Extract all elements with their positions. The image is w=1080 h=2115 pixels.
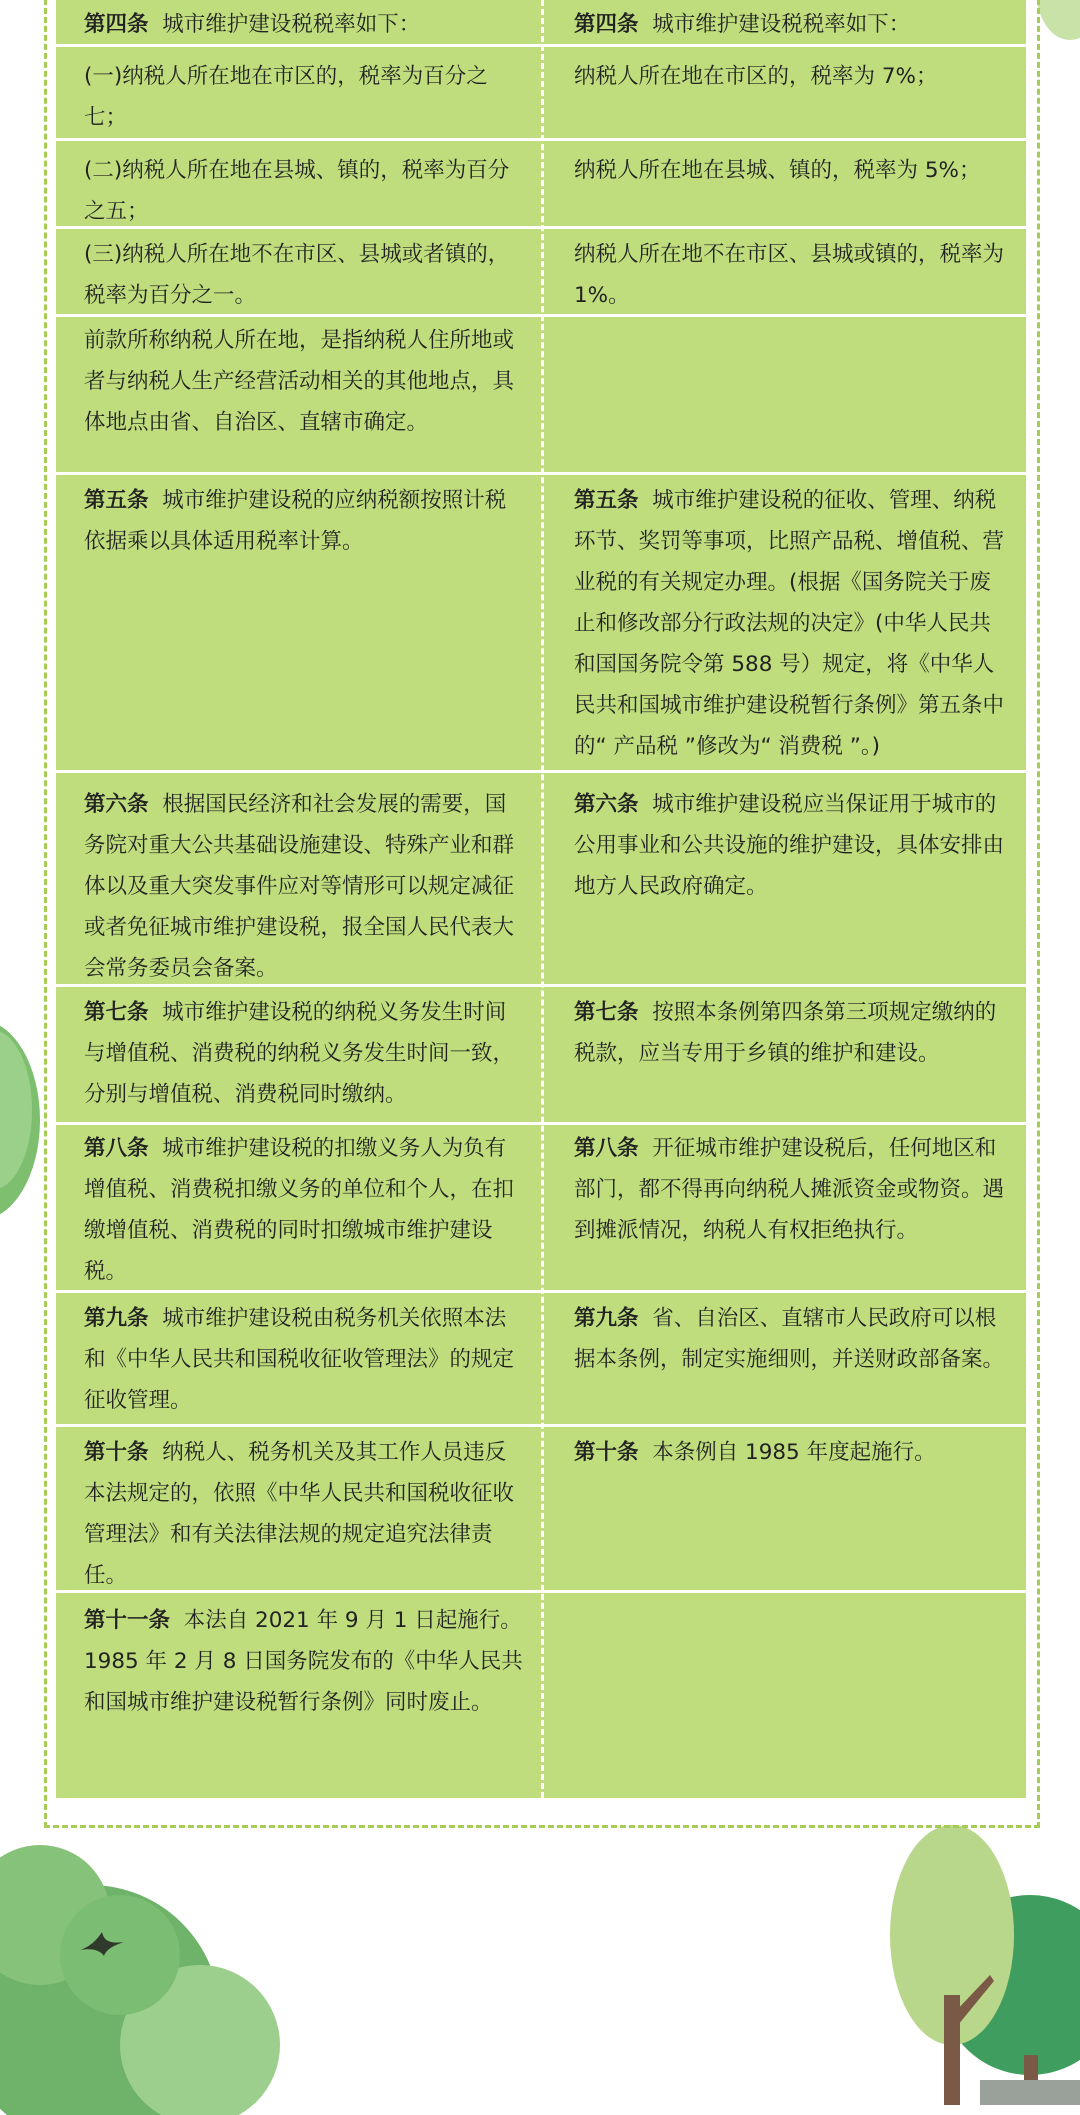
table-cell-new-law	[56, 150, 541, 232]
table-cell-new-law	[56, 320, 541, 443]
article-text: 城市维护建设税应当保证用于城市的公用事业和公共设施的维护建设，具体安排由地方人民政府确定。	[574, 792, 1005, 899]
article-number: 第七条	[574, 1000, 639, 1025]
table-cell-old-regulation	[544, 234, 1026, 316]
row-separator	[56, 138, 1026, 141]
table-cell-old-regulation	[544, 1128, 1026, 1251]
row-separator	[56, 1424, 1026, 1427]
article-text: 城市维护建设税税率如下：	[162, 12, 421, 37]
article-number: 第五条	[84, 488, 149, 513]
article-text: 纳税人所在地在市区的，税率为 7%；	[574, 64, 938, 89]
article-text: 本条例自 1985 年度起施行。	[652, 1440, 936, 1465]
trees-decoration-bottom-right-icon	[860, 1825, 1080, 2105]
table-cell-old-regulation	[544, 4, 1026, 45]
table-cell-old-regulation	[544, 150, 1026, 191]
article-number: 第六条	[574, 792, 639, 817]
article-text: 根据国民经济和社会发展的需要，国务院对重大公共基础设施建设、特殊产业和群体以及重大突发事件应对等情形可以规定减征或者免征城市维护建设税，报全国人民代表大会常务委员会备案。	[84, 792, 515, 981]
table-cell-new-law	[56, 480, 541, 562]
article-text: 城市维护建设税的纳税义务发生时间与增值税、消费税的纳税义务发生时间一致，分别与增值税、消费税同时缴纳。	[84, 1000, 515, 1107]
article-text: 开征城市维护建设税后，任何地区和部门，都不得再向纳税人摊派资金或物资。遇到摊派情况，纳税人有权拒绝执行。	[574, 1136, 1005, 1243]
article-number: 第十条	[84, 1440, 149, 1465]
table-cell-old-regulation	[544, 1298, 1026, 1380]
table-cell-old-regulation	[544, 784, 1026, 907]
article-text: 城市维护建设税的应纳税额按照计税依据乘以具体适用税率计算。	[84, 488, 507, 554]
bush-decoration-bottom-left-icon	[0, 1835, 310, 2115]
table-cell-new-law	[56, 234, 541, 316]
table-cell-old-regulation	[544, 1432, 1026, 1473]
article-text: (三)纳税人所在地不在市区、县城或者镇的，税率为百分之一。	[84, 242, 510, 308]
row-separator	[56, 770, 1026, 773]
article-number: 第九条	[574, 1306, 639, 1331]
article-text: (二)纳税人所在地在县城、镇的，税率为百分之五；	[84, 158, 510, 224]
table-cell-old-regulation	[544, 480, 1026, 767]
comparison-table	[56, 0, 1026, 1798]
tree-decoration-left-middle-icon	[0, 1010, 50, 1230]
table-cell-new-law	[56, 1128, 541, 1292]
table-cell-new-law	[56, 56, 541, 138]
article-number: 第八条	[574, 1136, 639, 1161]
swallow-bird-icon	[78, 1928, 126, 1958]
row-separator	[56, 472, 1026, 475]
article-text: 省、自治区、直辖市人民政府可以根据本条例，制定实施细则，并送财政部备案。	[574, 1306, 1005, 1372]
table-cell-new-law	[56, 784, 541, 989]
article-text: 城市维护建设税税率如下：	[652, 12, 911, 37]
table-cell-new-law	[56, 1298, 541, 1421]
article-text: 城市维护建设税的征收、管理、纳税环节、奖罚等事项，比照产品税、增值税、营业税的有关规定办理。(根据《国务院关于废止和修改部分行政法规的决定》(中华人民共和国国务院令第 588 号）规定，将《中华人民共和国城市维护建设税暂行条例》第五条中的“ 产品税 ”修改为“ 消费税 ”。)	[574, 488, 1005, 759]
article-number: 第九条	[84, 1306, 149, 1331]
article-text: 纳税人、税务机关及其工作人员违反本法规定的，依照《中华人民共和国税收征收管理法》和有关法律法规的规定追究法律责任。	[84, 1440, 515, 1588]
article-number: 第四条	[574, 12, 639, 37]
article-number: 第五条	[574, 488, 639, 513]
table-cell-new-law	[56, 1600, 541, 1723]
row-separator	[56, 1122, 1026, 1125]
table-cell-new-law	[56, 4, 541, 45]
article-number: 第四条	[84, 12, 149, 37]
article-text: 按照本条例第四条第三项规定缴纳的税款，应当专用于乡镇的维护和建设。	[574, 1000, 997, 1066]
article-text: 纳税人所在地在县城、镇的，税率为 5%；	[574, 158, 981, 183]
article-number: 第六条	[84, 792, 149, 817]
table-cell-old-regulation	[544, 56, 1026, 97]
article-text: 纳税人所在地不在市区、县城或镇的，税率为 1%。	[574, 242, 1005, 308]
table-cell-old-regulation	[544, 992, 1026, 1074]
article-text: 本法自 2021 年 9 月 1 日起施行。1985 年 2 月 8 日国务院发布的《中华人民共和国城市维护建设税暂行条例》同时废止。	[84, 1608, 523, 1715]
article-number: 第八条	[84, 1136, 149, 1161]
article-number: 第七条	[84, 1000, 149, 1025]
article-text: 城市维护建设税由税务机关依照本法和《中华人民共和国税收征收管理法》的规定征收管理。	[84, 1306, 515, 1413]
table-cell-new-law	[56, 992, 541, 1115]
article-number: 第十一条	[84, 1608, 171, 1633]
article-number: 第十条	[574, 1440, 639, 1465]
article-text: 城市维护建设税的扣缴义务人为负有增值税、消费税扣缴义务的单位和个人，在扣缴增值税、消费税的同时扣缴城市维护建设税。	[84, 1136, 515, 1284]
table-cell-new-law	[56, 1432, 541, 1596]
article-text: 前款所称纳税人所在地，是指纳税人住所地或者与纳税人生产经营活动相关的其他地点，具体地点由省、自治区、直辖市确定。	[84, 328, 515, 435]
article-text: (一)纳税人所在地在市区的，税率为百分之七；	[84, 64, 488, 130]
